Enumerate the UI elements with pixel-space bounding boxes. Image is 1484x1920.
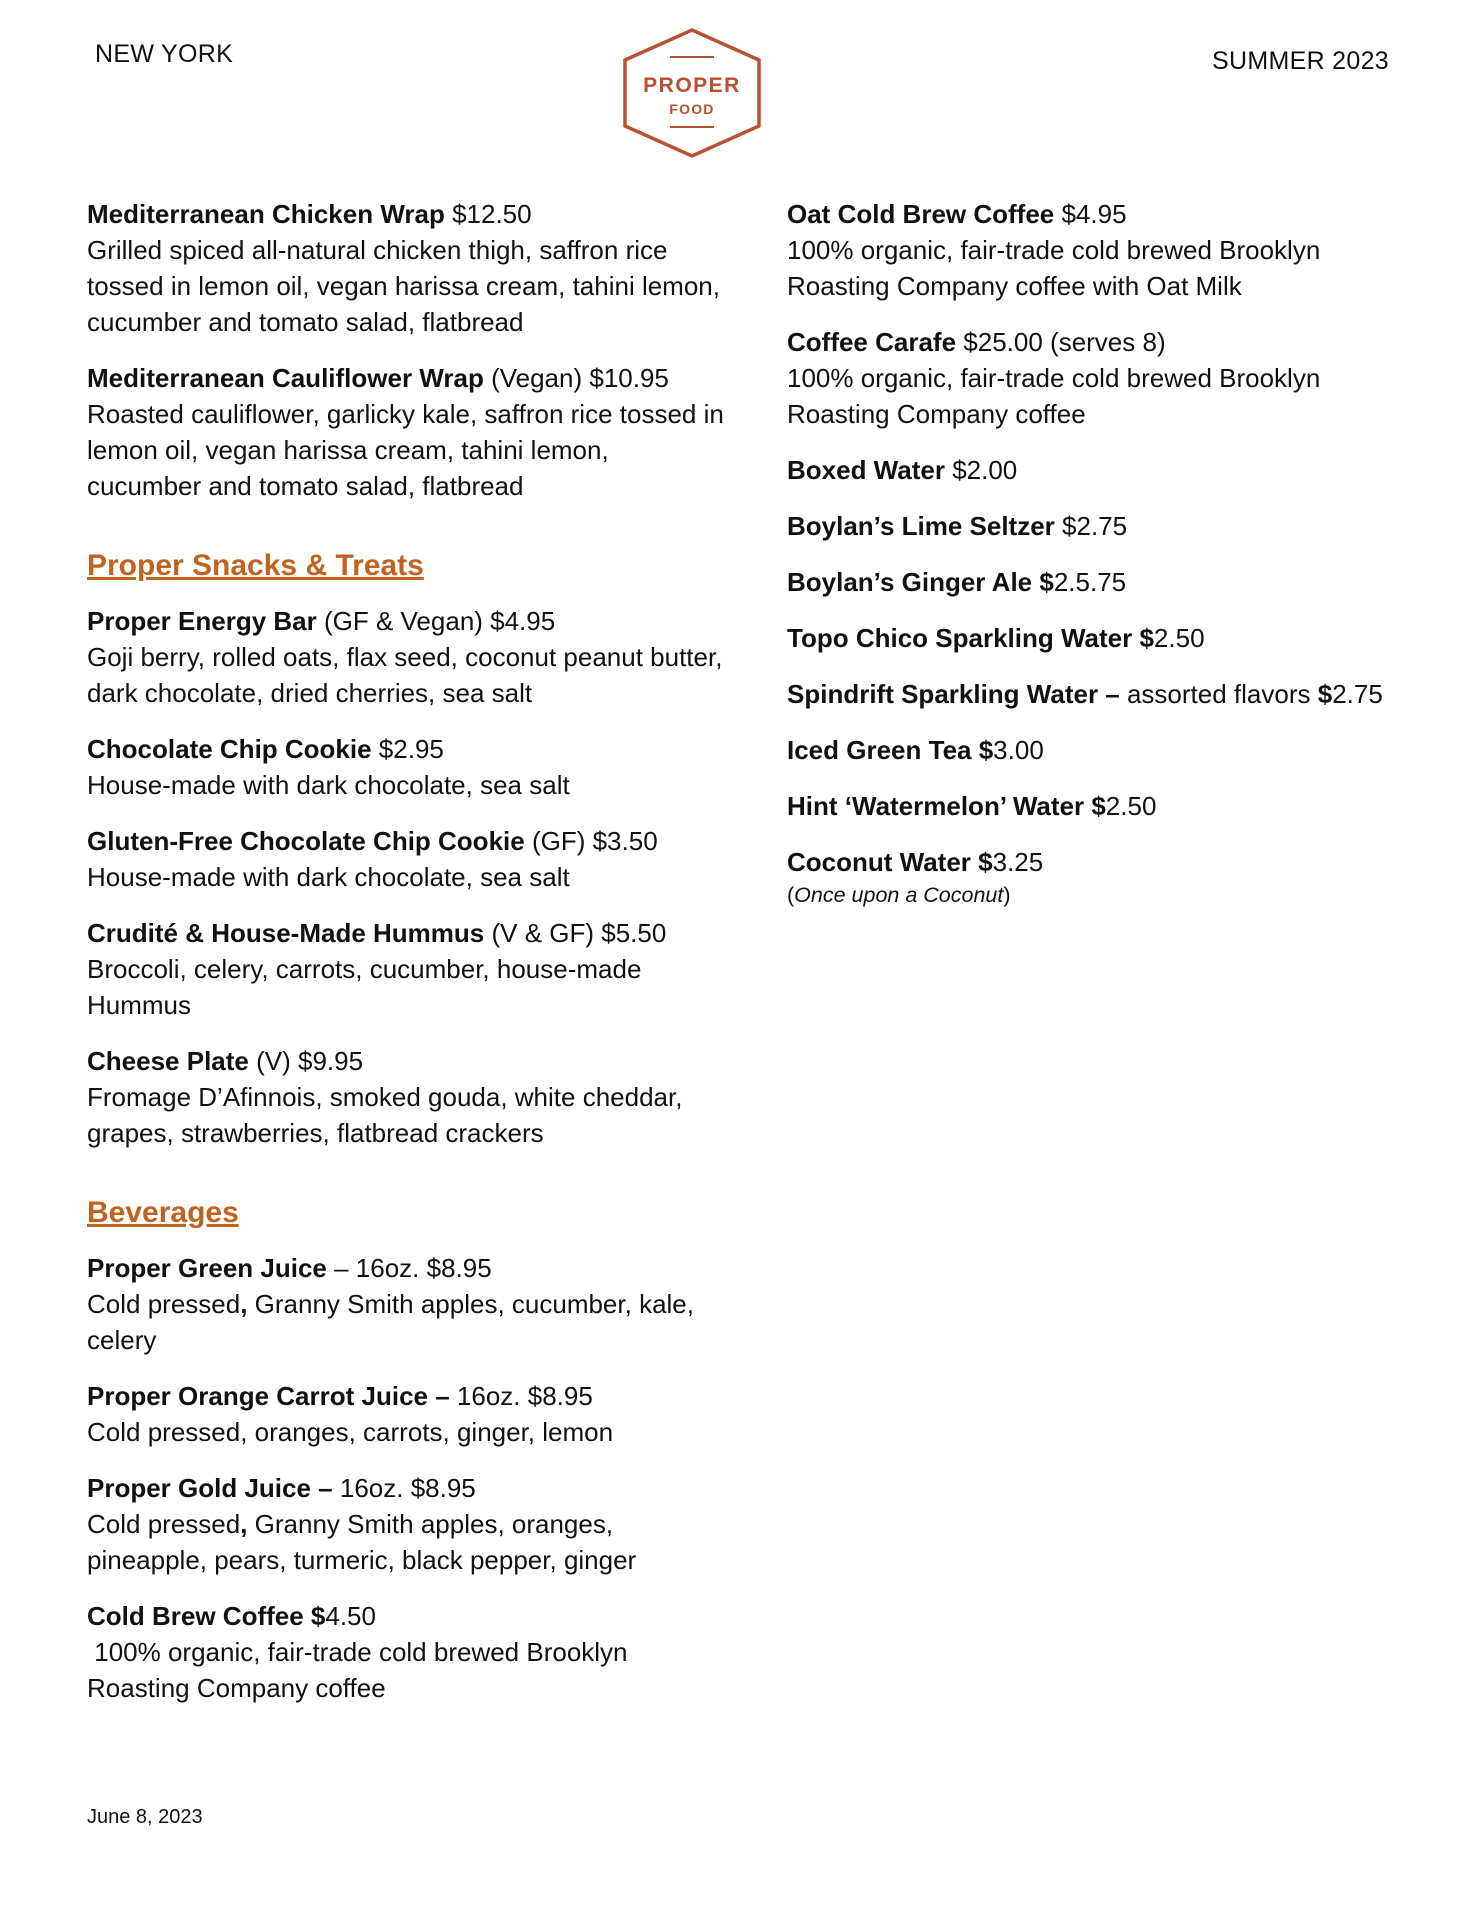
item-name: Chocolate Chip Cookie xyxy=(87,734,372,764)
logo-text-food: FOOD xyxy=(669,101,715,117)
menu-item-hint-water xyxy=(787,788,1427,824)
note-open-paren: ( xyxy=(787,883,795,907)
menu-item-gf-cookie xyxy=(87,823,727,895)
item-price-symbol: $ xyxy=(1317,679,1333,709)
item-price: $25.00 (serves 8) xyxy=(956,327,1166,357)
item-name: Oat Cold Brew Coffee xyxy=(787,199,1055,229)
item-price: 2.50 xyxy=(1105,791,1157,821)
item-price: $2.00 xyxy=(944,455,1018,485)
section-title-beverages: Beverages xyxy=(87,1196,239,1229)
item-description: Grilled spiced all-natural chicken thigh, saffron rice tossed in lemon oil, vegan harissa cream, tahini lemon, cucumber and tomato salad, flatbread xyxy=(87,235,720,337)
item-price: 2.75 xyxy=(1332,679,1383,709)
menu-item-boxed-water xyxy=(787,452,1427,488)
menu-item-cold-brew xyxy=(87,1598,727,1706)
item-description: Broccoli, celery, carrots, cucumber, house-made Hummus xyxy=(87,954,642,1020)
menu-item-oat-cold-brew xyxy=(787,196,1427,304)
item-name: Cheese Plate xyxy=(87,1046,249,1076)
item-price: $2.95 xyxy=(371,734,444,764)
season-label: SUMMER 2023 xyxy=(1212,47,1389,75)
menu-item-spindrift xyxy=(787,676,1427,712)
item-description-comma: , xyxy=(240,1509,248,1539)
menu-item-green-juice xyxy=(87,1250,727,1358)
menu-item-coconut-water xyxy=(787,844,1427,910)
menu-item-lime-seltzer xyxy=(787,508,1427,544)
item-description xyxy=(87,1634,727,1706)
item-description-part: Granny Smith apples, cucumber, kale, celery xyxy=(87,1289,694,1355)
item-description: 100% organic, fair-trade cold brewed Brooklyn Roasting Company coffee xyxy=(787,363,1321,429)
item-name: Topo Chico Sparkling Water $ xyxy=(787,623,1154,653)
item-name: Iced Green Tea $ xyxy=(787,735,994,765)
menu-item-energy-bar xyxy=(87,603,727,711)
item-description: Goji berry, rolled oats, flax seed, coconut peanut butter, dark chocolate, dried cherries, sea salt xyxy=(87,642,723,708)
item-price: $12.50 xyxy=(444,199,532,229)
menu-item-chocolate-chip-cookie xyxy=(87,731,727,803)
item-name: Boylan’s Lime Seltzer xyxy=(787,511,1055,541)
item-name: Mediterranean Chicken Wrap xyxy=(87,199,445,229)
item-price: (V & GF) $5.50 xyxy=(484,918,667,948)
right-column xyxy=(787,196,1427,930)
note-close-paren: ) xyxy=(1003,883,1011,907)
item-price: 16oz. $8.95 xyxy=(332,1473,476,1503)
item-name: Spindrift Sparkling Water – xyxy=(787,679,1120,709)
menu-item-crudite-hummus xyxy=(87,915,727,1023)
logo-text-proper: PROPER xyxy=(643,74,741,97)
item-name: Cold Brew Coffee $ xyxy=(87,1601,326,1631)
note-text: Once upon a Coconut xyxy=(794,883,1004,907)
item-name: Hint ‘Watermelon’ Water $ xyxy=(787,791,1106,821)
menu-item-cauliflower-wrap xyxy=(87,360,727,504)
item-price: (Vegan) $10.95 xyxy=(483,363,669,393)
item-note xyxy=(787,880,1427,910)
item-description-part: 100% organic, fair-trade cold brewed Brooklyn Roasting Company coffee xyxy=(87,1637,635,1703)
item-description-part: Cold pressed xyxy=(87,1289,241,1319)
item-name: Proper Gold Juice – xyxy=(87,1473,333,1503)
item-price: – 16oz. $8.95 xyxy=(326,1253,492,1283)
item-description xyxy=(87,1506,727,1578)
item-name: Boxed Water xyxy=(787,455,945,485)
item-description: House-made with dark chocolate, sea salt xyxy=(87,862,570,892)
menu-item-iced-green-tea xyxy=(787,732,1427,768)
item-description-part: Cold pressed xyxy=(87,1509,241,1539)
item-price: $4.95 xyxy=(1054,199,1127,229)
item-description-part: Cold pressed, oranges, carrots, ginger, lemon xyxy=(87,1417,614,1447)
item-name: Gluten-Free Chocolate Chip Cookie xyxy=(87,826,525,856)
menu-item-gold-juice xyxy=(87,1470,727,1578)
item-price: (V) $9.95 xyxy=(248,1046,364,1076)
item-price: 3.25 xyxy=(992,847,1044,877)
section-title-snacks: Proper Snacks & Treats xyxy=(87,549,424,582)
item-price: $2.75 xyxy=(1054,511,1128,541)
item-price: (GF) $3.50 xyxy=(524,826,658,856)
item-name: Proper Green Juice xyxy=(87,1253,327,1283)
menu-item-chicken-wrap xyxy=(87,196,727,340)
item-price: 16oz. $8.95 xyxy=(449,1381,593,1411)
menu-item-cheese-plate xyxy=(87,1043,727,1151)
item-description-part: Granny Smith apples, oranges, pineapple, pears, turmeric, black pepper, ginger xyxy=(87,1509,637,1575)
item-name: Proper Energy Bar xyxy=(87,606,317,636)
menu-item-topo-chico xyxy=(787,620,1427,656)
item-flavors: assorted flavors xyxy=(1119,679,1318,709)
location-label: NEW YORK xyxy=(95,40,234,68)
item-price: 3.00 xyxy=(993,735,1044,765)
item-price: 2.50 xyxy=(1153,623,1205,653)
item-name: Proper Orange Carrot Juice – xyxy=(87,1381,450,1411)
item-description-comma: , xyxy=(240,1289,248,1319)
proper-food-logo xyxy=(620,27,764,159)
item-description: Fromage D’Afinnois, smoked gouda, white cheddar, grapes, strawberries, flatbread crackers xyxy=(87,1082,683,1148)
item-price: (GF & Vegan) $4.95 xyxy=(316,606,556,636)
item-description xyxy=(87,1286,727,1358)
item-price: 4.50 xyxy=(325,1601,376,1631)
item-description: 100% organic, fair-trade cold brewed Brooklyn Roasting Company coffee with Oat Milk xyxy=(787,235,1321,301)
item-name: Boylan’s Ginger Ale $ xyxy=(787,567,1054,597)
item-name: Crudité & House-Made Hummus xyxy=(87,918,485,948)
item-description: Roasted cauliflower, garlicky kale, saffron rice tossed in lemon oil, vegan harissa cream, tahini lemon, cucumber and tomato salad, flatbread xyxy=(87,399,724,501)
left-column xyxy=(87,196,727,1726)
item-price: 2.5.75 xyxy=(1053,567,1127,597)
item-name: Coconut Water $ xyxy=(787,847,993,877)
item-description xyxy=(87,1414,727,1450)
menu-item-coffee-carafe xyxy=(787,324,1427,432)
menu-item-ginger-ale xyxy=(787,564,1427,600)
footer-date: June 8, 2023 xyxy=(87,1806,203,1828)
item-name: Mediterranean Cauliflower Wrap xyxy=(87,363,484,393)
item-description: House-made with dark chocolate, sea salt xyxy=(87,770,570,800)
menu-item-orange-carrot-juice xyxy=(87,1378,727,1450)
item-name: Coffee Carafe xyxy=(787,327,957,357)
